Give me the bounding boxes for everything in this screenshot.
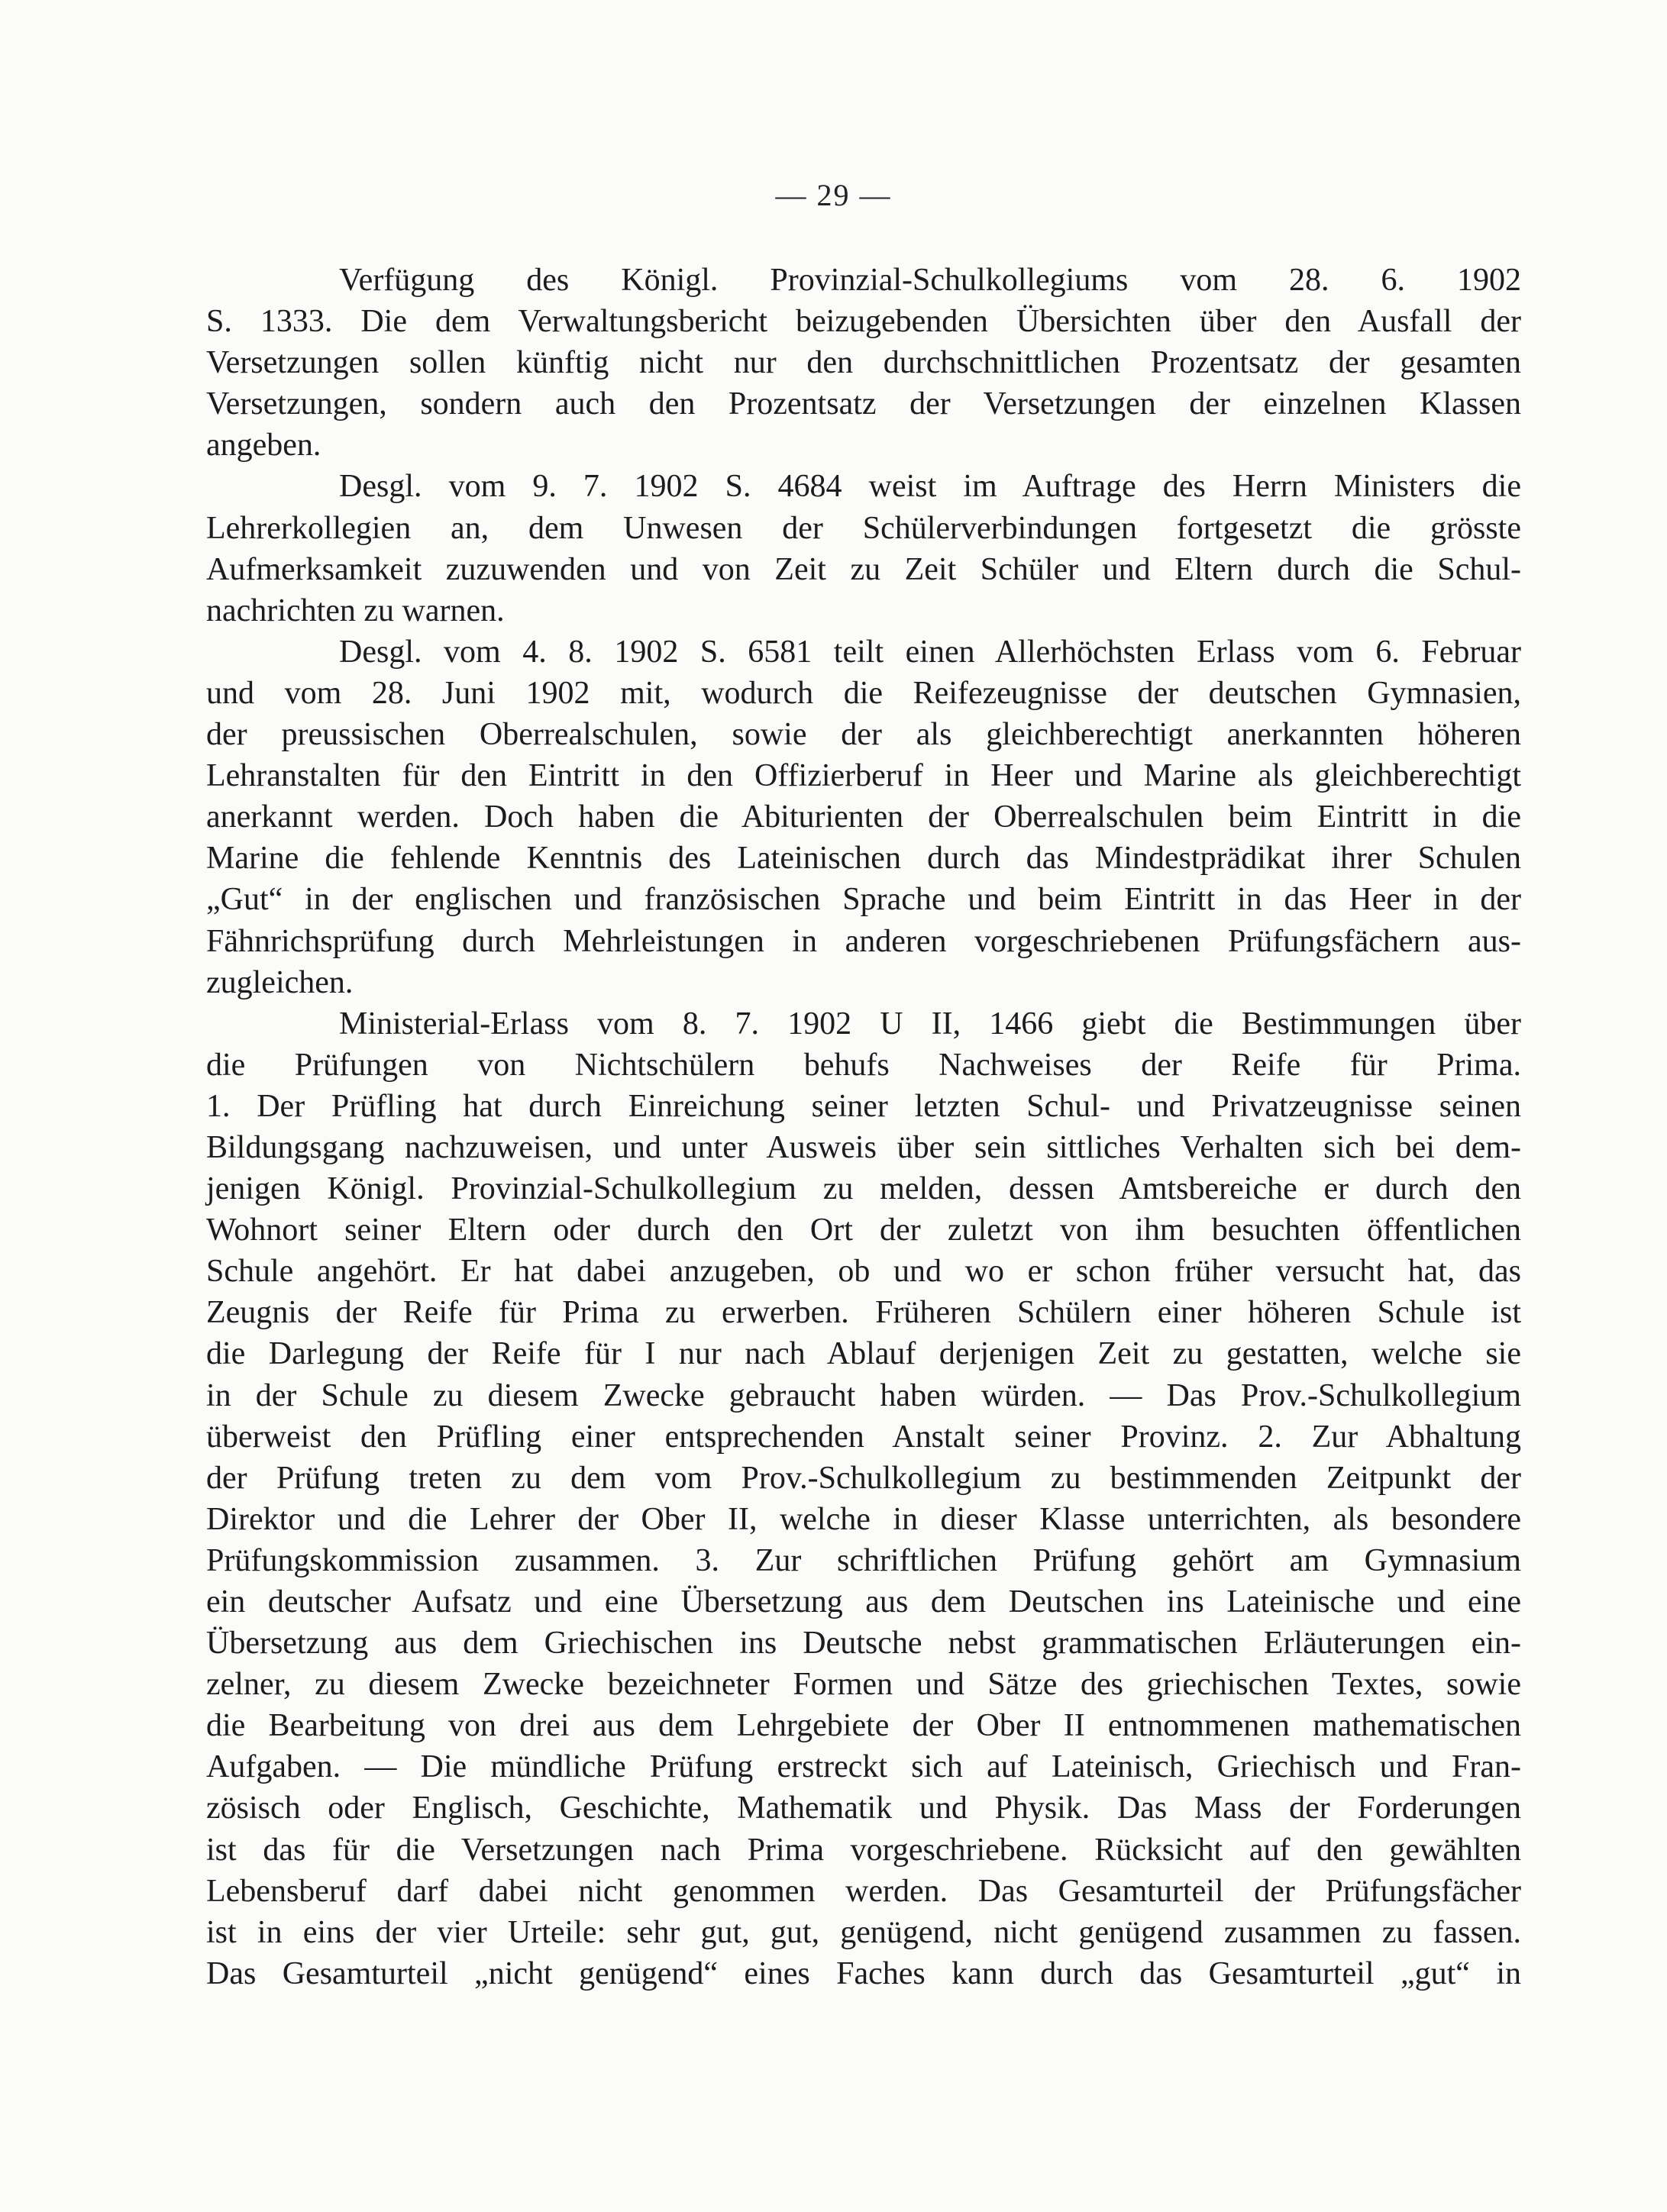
text-line: Schule angehört. Er hat dabei anzugeben, ob und wo er schon früher versucht hat, das — [206, 1254, 1521, 1290]
text-line: in der Schule zu diesem Zwecke gebraucht haben würden. — Das Prov.-Schulkollegium — [206, 1377, 1521, 1413]
text-line: zelner, zu diesem Zwecke bezeichneter Formen und Sätze des griechischen Textes, sowie — [206, 1667, 1521, 1703]
text-line: Verfügung des Königl. Provinzial-Schulkollegiums vom 28. 6. 1902 — [339, 263, 1521, 298]
text-line: Ministerial-Erlass vom 8. 7. 1902 U II, 1466 giebt die Bestimmungen über — [339, 1006, 1521, 1041]
text-line: jenigen Königl. Provinzial-Schulkollegium zu melden, dessen Amtsbereiche er durch den — [206, 1171, 1521, 1207]
text-line: Zeugnis der Reife für Prima zu erwerben. Früheren Schülern einer höheren Schule ist — [206, 1295, 1521, 1331]
text-line: Lehrerkollegien an, dem Unwesen der Schülerverbindungen fortgesetzt die grösste — [206, 510, 1521, 546]
text-line: der preussischen Oberrealschulen, sowie der als gleichberechtigt anerkannten höheren — [206, 717, 1521, 753]
text-line: Übersetzung aus dem Griechischen ins Deutsche nebst grammatischen Erläuterungen ein- — [206, 1626, 1521, 1661]
body-text — [206, 260, 1521, 1994]
text-line: anerkannt werden. Doch haben die Abiturienten der Oberrealschulen beim Eintritt in die — [206, 799, 1521, 835]
text-line: der Prüfung treten zu dem vom Prov.-Schulkollegium zu bestimmenden Zeitpunkt der — [206, 1460, 1521, 1496]
text-line: zugleichen. — [206, 964, 354, 1000]
text-line: Aufgaben. — Die mündliche Prüfung erstreckt sich auf Lateinisch, Griechisch und Fran- — [206, 1749, 1521, 1785]
text-line: Prüfungskommission zusammen. 3. Zur schriftlichen Prüfung gehört am Gymnasium — [206, 1542, 1521, 1578]
text-line: Versetzungen, sondern auch den Prozentsatz der Versetzungen der einzelnen Klassen — [206, 386, 1521, 422]
text-line: und vom 28. Juni 1902 mit, wodurch die Reifezeugnisse der deutschen Gymnasien, — [206, 675, 1521, 711]
text-line: die Prüfungen von Nichtschülern behufs Nachweises der Reife für Prima. — [206, 1047, 1521, 1083]
text-line: „Gut“ in der englischen und französischen Sprache und beim Eintritt in das Heer in der — [206, 882, 1521, 918]
text-line: die Darlegung der Reife für I nur nach Ablauf derjenigen Zeit zu gestatten, welche sie — [206, 1336, 1521, 1372]
page-number: — 29 — — [775, 178, 892, 212]
text-line: zösisch oder Englisch, Geschichte, Mathematik und Physik. Das Mass der Forderungen — [206, 1791, 1521, 1826]
text-line: Aufmerksamkeit zuzuwenden und von Zeit zu Zeit Schüler und Eltern durch die Schul- — [206, 551, 1521, 587]
text-line: Desgl. vom 4. 8. 1902 S. 6581 teilt einen Allerhöchsten Erlass vom 6. Februar — [339, 634, 1521, 670]
text-line: S. 1333. Die dem Verwaltungsbericht beizugebenden Übersichten über den Ausfall der — [206, 304, 1521, 340]
text-line: Direktor und die Lehrer der Ober II, welche in dieser Klasse unterrichten, als besondere — [206, 1501, 1521, 1537]
text-line: ein deutscher Aufsatz und eine Übersetzung aus dem Deutschen ins Lateinische und eine — [206, 1584, 1521, 1619]
text-line: Versetzungen sollen künftig nicht nur den durchschnittlichen Prozentsatz der gesamten — [206, 345, 1521, 381]
text-line: Fähnrichsprüfung durch Mehrleistungen in anderen vorgeschriebenen Prüfungsfächern aus- — [206, 923, 1521, 959]
text-line: Wohnort seiner Eltern oder durch den Ort der zuletzt von ihm besuchten öffentlichen — [206, 1213, 1521, 1248]
text-line: überweist den Prüfling einer entsprechenden Anstalt seiner Provinz. 2. Zur Abhaltung — [206, 1419, 1521, 1455]
text-line: ist das für die Versetzungen nach Prima vorgeschriebene. Rücksicht auf den gewählten — [206, 1832, 1521, 1868]
text-line: Desgl. vom 9. 7. 1902 S. 4684 weist im Auftrage des Herrn Ministers die — [339, 469, 1521, 505]
text-line: 1. Der Prüfling hat durch Einreichung seiner letzten Schul- und Privatzeugnisse seinen — [206, 1088, 1521, 1124]
text-line: Lebensberuf darf dabei nicht genommen werden. Das Gesamturteil der Prüfungsfächer — [206, 1873, 1521, 1909]
text-line: ist in eins der vier Urteile: sehr gut, gut, genügend, nicht genügend zusammen zu fassen. — [206, 1914, 1521, 1950]
text-line: angeben. — [206, 428, 321, 463]
text-line: Bildungsgang nachzuweisen, und unter Ausweis über sein sittliches Verhalten sich bei dem- — [206, 1129, 1521, 1165]
text-line: Marine die fehlende Kenntnis des Lateinischen durch das Mindestprädikat ihrer Schulen — [206, 841, 1521, 877]
text-line: die Bearbeitung von drei aus dem Lehrgebiete der Ober II entnommenen mathematischen — [206, 1708, 1521, 1744]
text-line: Lehranstalten für den Eintritt in den Offizierberuf in Heer und Marine als gleichberechtigt — [206, 758, 1521, 794]
text-line: nachrichten zu warnen. — [206, 593, 505, 628]
text-line: Das Gesamturteil „nicht genügend“ eines Faches kann durch das Gesamturteil „gut“ in — [206, 1955, 1521, 1991]
